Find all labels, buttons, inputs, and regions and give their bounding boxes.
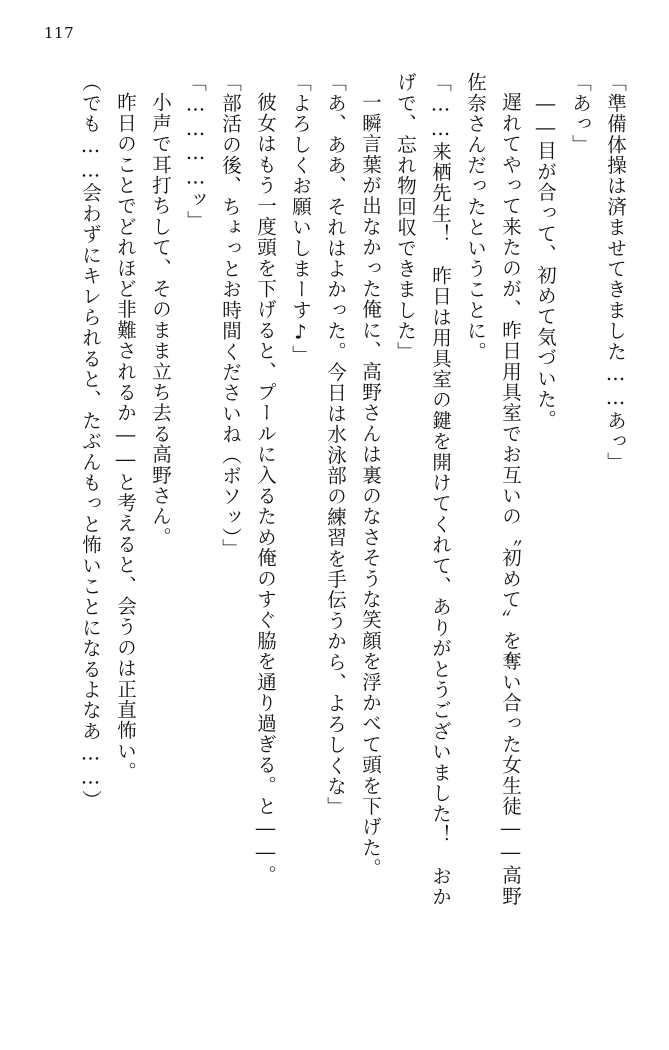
paragraph: 小声で耳打ちして、そのまま立ち去る高野さん。 — [149, 91, 172, 547]
paragraph: 「あっ」 — [569, 72, 592, 155]
page-number: 117 — [44, 24, 75, 42]
paragraph: 彼女はもう一度頭を下げると、プールに入るため俺のすぐ脇を通り過ぎる。と――。 — [254, 91, 277, 886]
paragraph: 「よろしくお願いしまーす♪」 — [289, 72, 312, 366]
paragraph: 一瞬言葉が出なかった俺に、高野さんは裏のなさそうな笑顔を浮かべて頭を下げた。 — [359, 91, 382, 879]
paragraph: （でも……会わずにキレられると、たぶんもっと怖いことになるよなあ……） — [79, 72, 102, 811]
paragraph: げで、忘れ物回収できました」 — [394, 72, 417, 362]
paragraph: 「……来栖先生！ 昨日は用具室の鍵を開けてくれて、ありがとうございました！ おか — [429, 72, 452, 907]
paragraph: 「準備体操は済ませてきました……あっ」 — [604, 72, 627, 473]
paragraph: ――目が合って、初めて気づいた。 — [534, 91, 557, 430]
paragraph: 「部活の後、ちょっとお時間くださいね（ボソッ）」 — [219, 72, 242, 560]
paragraph: 昨日のことでどれほど非難されるか――と考えると、会うのは正直怖い。 — [114, 91, 137, 782]
paragraph: 佐奈さんだったということに。 — [464, 72, 487, 362]
paragraph: 「…………ッ」 — [184, 72, 207, 231]
paragraph: 「あ、ああ、それはよかった。今日は水泳部の練習を手伝うから、よろしくな」 — [324, 72, 347, 818]
paragraph: 遅れてやって来たのが、昨日用具室でお互いの〝初めて〟を奪い合った女生徒――高野 — [499, 91, 522, 906]
page-text-body — [43, 72, 633, 992]
